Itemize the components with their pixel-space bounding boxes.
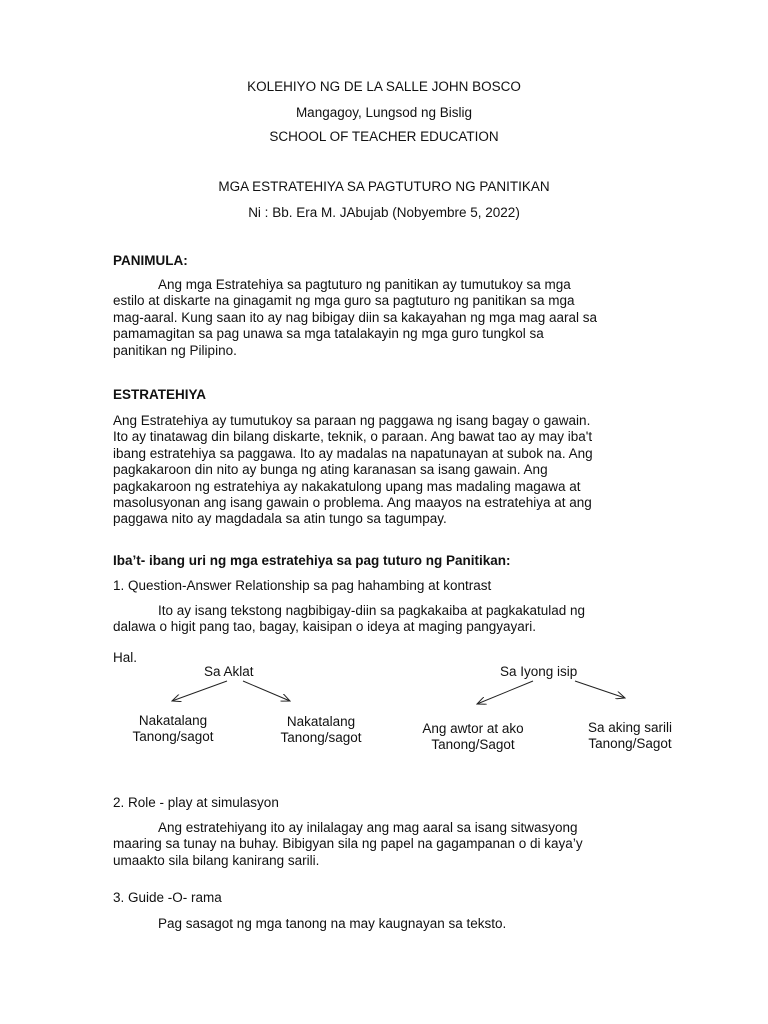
item3-line: Pag sasagot ng mga tanong na may kaugnayan sa teksto. <box>158 916 507 931</box>
arrow-left-1 <box>172 681 227 701</box>
arrow-right-2 <box>575 681 625 698</box>
item1-line: dalawa o higit pang tao, bagay, kaisipan o ideya at maging pangyayari. <box>113 619 537 635</box>
right-root-label: Sa Iyong isip <box>500 664 578 679</box>
item2-paragraph <box>113 820 673 869</box>
right-child-1-line2: Tanong/Sagot <box>431 737 515 752</box>
item2-line: Ang estratehiyang ito ay inilalagay ang mag aaral sa isang sitwasyong <box>158 820 578 835</box>
item1-line: Ito ay isang tekstong nagbibigay-diin sa pagkakaiba at pagkakatulad ng <box>158 603 586 618</box>
estratehiya-line: pagkakaroon ng estratehiya ay nakakatulong upang mas madaling magawa at <box>113 478 581 494</box>
estratehiya-line: Ito ay tinatawag din bilang diskarte, teknik, o paraan. Ang bawat tao ay may iba't <box>113 429 593 445</box>
item3-title: 3. Guide -O- rama <box>113 890 222 905</box>
item2-line: umaakto sila bilang kanirang sarili. <box>113 852 320 868</box>
item2-line: maaring sa tunay na buhay. Bibigyan sila ng papel na gagampanan o di kaya’y <box>113 836 583 852</box>
uri-heading: Iba’t- ibang uri ng mga estratehiya sa pag tuturo ng Panitikan: <box>113 553 511 568</box>
college-location: Mangagoy, Lungsod ng Bislig <box>295 105 473 120</box>
right-child-2 <box>570 720 690 752</box>
panimula-line: panitikan ng Pilipino. <box>113 342 237 358</box>
item2-title: 2. Role - play at simulasyon <box>113 795 279 810</box>
right-child-1-line1: Ang awtor at ako <box>422 721 524 736</box>
item3-paragraph <box>113 916 673 932</box>
right-child-2-line1: Sa aking sarili <box>587 720 673 735</box>
document-author: Ni : Bb. Era M. JAbujab (Nobyembre 5, 2022) <box>248 205 520 220</box>
document-title: MGA ESTRATEHIYA SA PAGTUTURO NG PANITIKAN <box>218 179 550 194</box>
item1-title: 1. Question-Answer Relationship sa pag hahambing at kontrast <box>113 578 492 593</box>
school-name: SCHOOL OF TEACHER EDUCATION <box>269 129 499 144</box>
panimula-heading: PANIMULA: <box>113 253 188 268</box>
left-child-1-line2: Tanong/sagot <box>132 729 214 744</box>
estratehiya-line: ibang estratehiya sa paggawa. Ito ay madalas na napatunayan at subok na. Ang <box>113 445 593 461</box>
panimula-line: mag-aaral. Kung saan ito ay nag bibigay diin sa kakayahan ng mga mag aaral sa <box>113 309 598 325</box>
estratehiya-line: pagkakaroon din nito ay bunga ng ating karanasan sa isang gawain. Ang <box>113 462 548 478</box>
left-child-1 <box>118 713 228 745</box>
left-root-label: Sa Aklat <box>204 664 254 679</box>
panimula-line: pamamagitan sa pag unawa sa mga tatalakayin ng mga guro tungkol sa <box>113 326 544 342</box>
right-child-2-line2: Tanong/Sagot <box>588 736 672 751</box>
estratehiya-line: paggawa nito ay magdadala sa atin tungo sa tagumpay. <box>113 511 447 527</box>
left-child-2-line1: Nakatalang <box>286 714 356 729</box>
estratehiya-line: masolusyonan ang isang gawain o problema. Ang maayos na estratehiya at ang <box>113 495 592 511</box>
hal-label: Hal. <box>113 650 138 665</box>
left-child-1-line1: Nakatalang <box>138 713 208 728</box>
estratehiya-line: Ang Estratehiya ay tumutukoy sa paraan ng paggawa ng isang bagay o gawain. <box>113 413 591 428</box>
arrow-left-2 <box>243 681 290 701</box>
right-child-1 <box>408 721 538 753</box>
left-child-2 <box>266 714 376 746</box>
estratehiya-heading: ESTRATEHIYA <box>113 387 207 402</box>
college-name: KOLEHIYO NG DE LA SALLE JOHN BOSCO <box>247 79 521 94</box>
panimula-line: Ang mga Estratehiya sa pagtuturo ng panitikan ay tumutukoy sa mga <box>158 277 571 292</box>
left-child-2-line2: Tanong/sagot <box>280 730 362 745</box>
panimula-line: estilo at diskarte na ginagamit ng mga guro sa pagtuturo ng panitikan sa mga <box>113 293 575 309</box>
arrow-right-1 <box>477 681 533 704</box>
